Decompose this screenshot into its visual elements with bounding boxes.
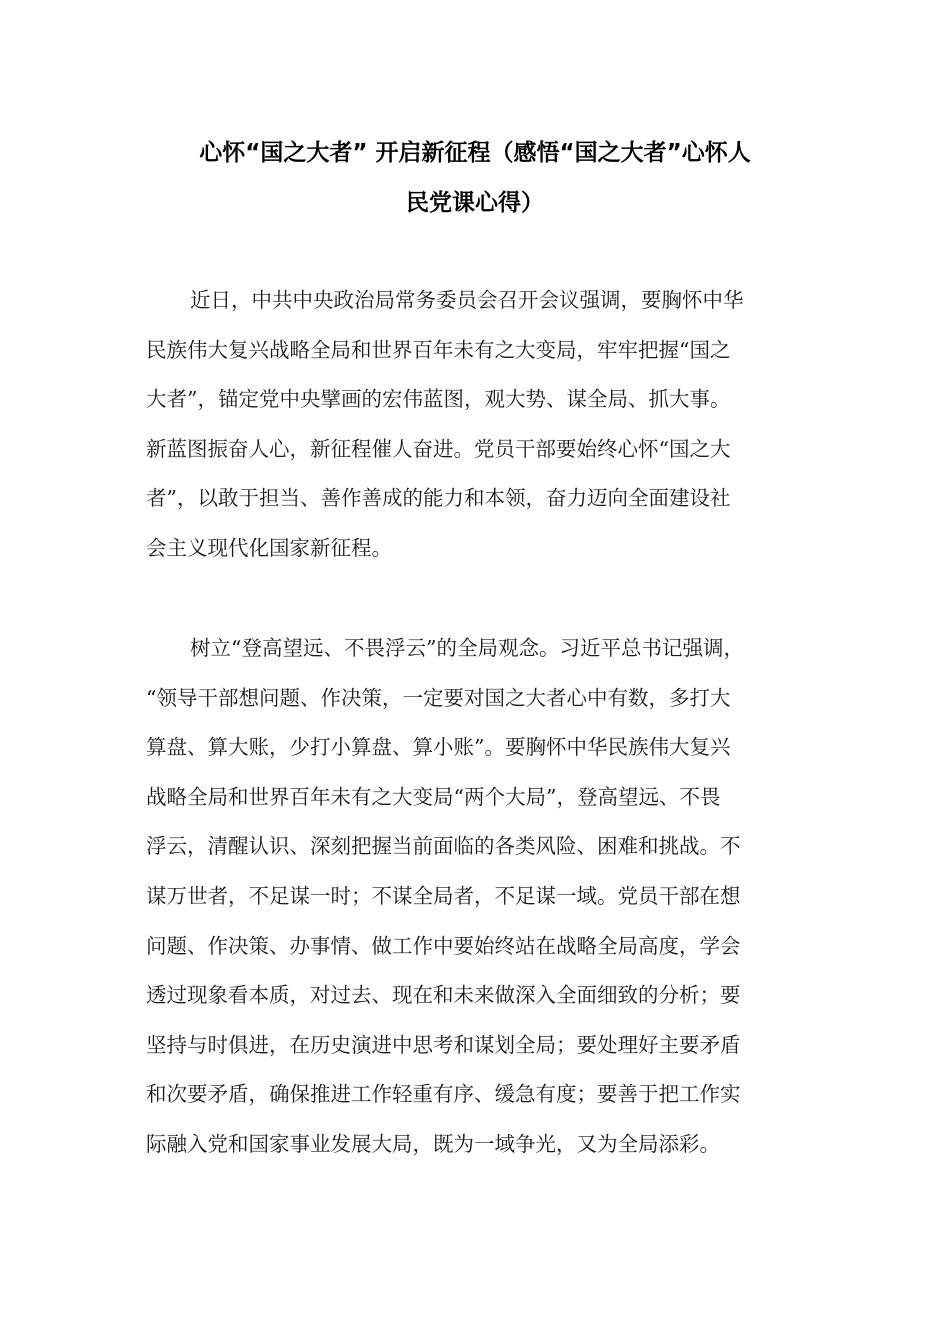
paragraph-line: 浮云，清醒认识、深刻把握当前面临的各类风险、困难和挑战。不 bbox=[146, 834, 741, 859]
body-paragraph bbox=[146, 276, 806, 574]
document-title bbox=[140, 128, 810, 228]
paragraph-line: 大者”，锚定党中央擘画的宏伟蓝图，观大势、谋全局、抓大事。 bbox=[146, 387, 731, 412]
paragraph-line: 会主义现代化国家新征程。 bbox=[146, 535, 392, 560]
paragraph-line: 际融入党和国家事业发展大局，既为一域争光，又为全局添彩。 bbox=[146, 1131, 720, 1156]
title-line: 心怀“国之大者” 开启新征程（感悟“国之大者”心怀人 bbox=[199, 140, 751, 166]
paragraph-line: 近日，中共中央政治局常务委员会召开会议强调，要胸怀中华 bbox=[190, 288, 744, 312]
paragraph-line: 透过现象看本质，对过去、现在和未来做深入全面细致的分析；要 bbox=[146, 983, 741, 1008]
title-line: 民党课心得） bbox=[406, 190, 544, 216]
paragraph-line: 民族伟大复兴战略全局和世界百年未有之大变局，牢牢把握“国之 bbox=[146, 337, 731, 362]
paragraph-line: 坚持与时俱进，在历史演进中思考和谋划全局；要处理好主要矛盾 bbox=[146, 1032, 741, 1057]
paragraph-line: 新蓝图振奋人心，新征程催人奋进。党员干部要始终心怀“国之大 bbox=[146, 436, 731, 461]
paragraph-line: 战略全局和世界百年未有之大变局“两个大局”，登高望远、不畏 bbox=[146, 784, 721, 809]
paragraph-line: 者”，以敢于担当、善作善成的能力和本领，奋力迈向全面建设社 bbox=[146, 486, 731, 511]
paragraph-line: 谋万世者，不足谋一时；不谋全局者，不足谋一域。党员干部在想 bbox=[146, 883, 741, 908]
paragraph-line: “领导干部想问题、作决策，一定要对国之大者心中有数，多打大 bbox=[146, 685, 731, 710]
body-paragraph bbox=[146, 624, 806, 1170]
paragraph-line: 树立“登高望远、不畏浮云”的全局观念。习近平总书记强调， bbox=[190, 636, 744, 660]
paragraph-line: 算盘、算大账，少打小算盘、算小账”。要胸怀中华民族伟大复兴 bbox=[146, 735, 731, 760]
paragraph-line: 和次要矛盾，确保推进工作轻重有序、缓急有度；要善于把工作实 bbox=[146, 1082, 741, 1107]
paragraph-line: 问题、作决策、办事情、做工作中要始终站在战略全局高度，学会 bbox=[146, 933, 741, 958]
